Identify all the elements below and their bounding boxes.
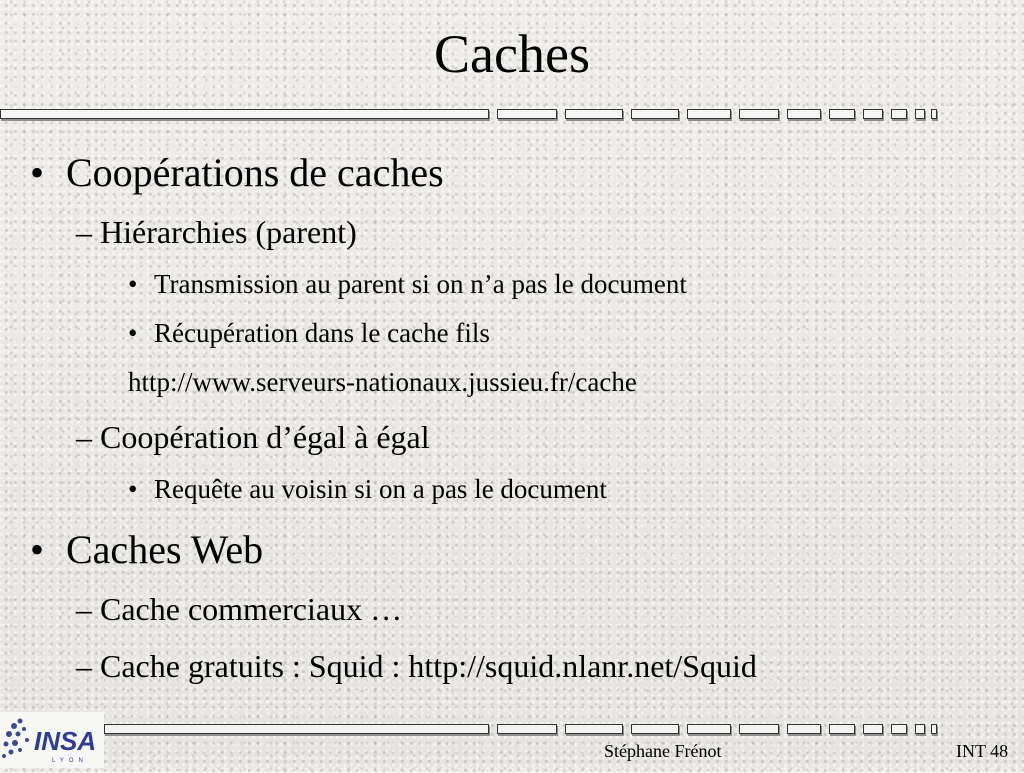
subbullet-cooperation-egal [76, 418, 430, 456]
subbullet-text: Cache commerciaux … [100, 591, 403, 627]
bullet-mark: • [30, 527, 45, 572]
subbullet-text: Cache gratuits : Squid : http://squid.nlanr.net/Squid [100, 648, 757, 684]
subsubbullet-text: Transmission au parent si on n’a pas le document [154, 269, 687, 299]
subsubbullet-text: Requête au voisin si on a pas le document [154, 474, 607, 504]
footer-author: Stéphane Frénot [604, 741, 722, 761]
subsubbullet-recuperation [128, 317, 490, 349]
dash-mark: – [76, 419, 92, 455]
subsubbullet-transmission [128, 268, 687, 300]
bullet-mark: • [128, 269, 138, 299]
insa-logo [0, 712, 104, 768]
subbullet-cache-gratuits [76, 647, 757, 685]
bullet-cooperations [30, 150, 444, 196]
footer-page-number: INT 48 [956, 741, 1009, 761]
insa-logo-graphic [0, 712, 104, 768]
subsubbullet-requete [128, 473, 607, 505]
dash-mark: – [76, 648, 92, 684]
logo-dots [2, 719, 29, 759]
bullet-text: Coopérations de caches [66, 150, 444, 195]
bullet-mark: • [128, 318, 138, 348]
url-serveurs-nationaux[interactable]: http://www.serveurs-nationaux.jussieu.fr/cache [128, 367, 637, 397]
top-divider [0, 109, 960, 121]
bottom-divider [0, 724, 960, 736]
bullet-mark: • [30, 150, 45, 195]
subbullet-text: Coopération d’égal à égal [100, 419, 430, 455]
logo-text: INSA [34, 726, 97, 756]
subsubbullet-text: Récupération dans le cache fils [154, 318, 490, 348]
dash-mark: – [76, 214, 92, 250]
bullet-mark: • [128, 474, 138, 504]
subbullet-cache-commerciaux [76, 590, 402, 628]
bullet-caches-web [30, 527, 263, 573]
slide-title: Caches [434, 24, 590, 84]
bullet-text: Caches Web [66, 527, 264, 572]
subbullet-hierarchies [76, 213, 357, 251]
logo-subtext: LYON [52, 758, 88, 764]
subbullet-text: Hiérarchies (parent) [100, 214, 357, 250]
dash-mark: – [76, 591, 92, 627]
